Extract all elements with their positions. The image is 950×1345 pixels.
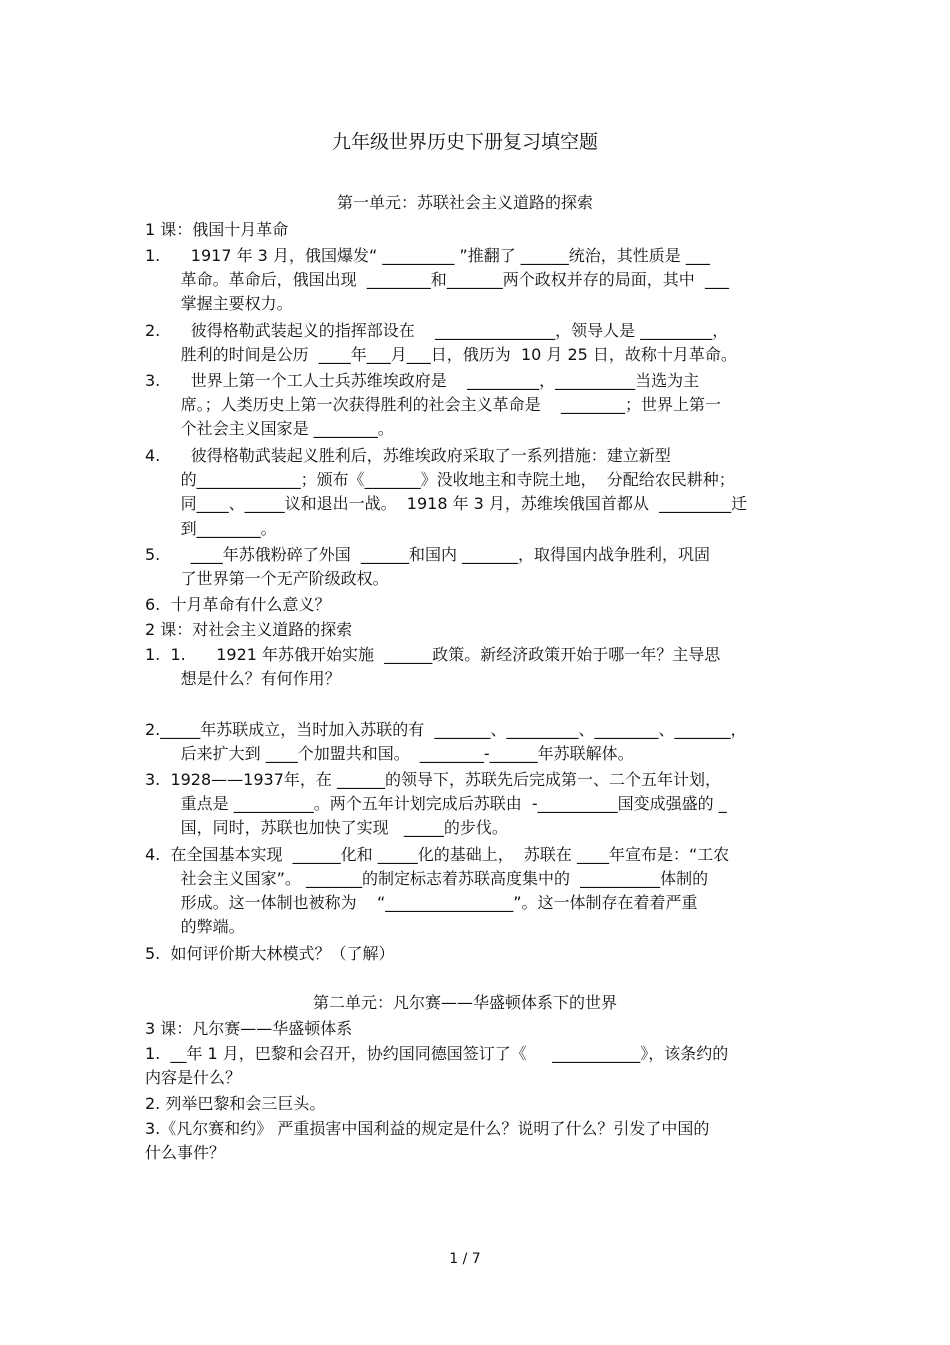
- text-line: 了世界第一个无产阶级政权。: [145, 569, 389, 588]
- text-line: 胜利的时间是公历 ____年___月___日，俄历为 10 月 25 日，故称十月革命。: [145, 345, 737, 364]
- text-line: 革命。革命后，俄国出现 ________和_______两个政权并存的局面，其中 ___: [145, 270, 729, 289]
- text-line: 席。；人类历史上第一次获得胜利的社会主义革命是 ________；世界上第一: [145, 395, 721, 414]
- text-line: 4. 在全国基本实现 ______化和 _____化的基础上， 苏联在 ____年宣布是：“工农: [145, 845, 730, 864]
- text-line: 想是什么？有何作用？: [145, 669, 341, 688]
- text-line: 2._____年苏联成立，当时加入苏联的有 _______、_________、________、_______，: [145, 720, 747, 739]
- text-line: 社会主义国家”。 _______的制定标志着苏联高度集中的 __________体制的: [145, 869, 709, 888]
- text-line: 的弊端。: [145, 917, 245, 936]
- text-line: 1. 1917 年 3 月，俄国爆发“ _________ ”推翻了 ______统治，其性质是 ___: [145, 246, 710, 265]
- text-line: 1. __年 1 月，巴黎和会召开，协约国同德国签订了《 ___________》，该条约的: [145, 1044, 729, 1063]
- text-line: 国，同时，苏联也加快了实现 _____的步伐。: [145, 818, 508, 837]
- text-line: 3. 1928——1937年，在 ______的领导下，苏联先后完成第一、二个五年计划，: [145, 770, 721, 789]
- text-line: 3.《凡尔赛和约》 严重损害中国利益的规定是什么？说明了什么？引发了中国的: [145, 1119, 710, 1138]
- text-line: 的_____________；颁布《_______》没收地主和寺院土地， 分配给农民耕种；: [145, 470, 735, 489]
- text-line: 5. ____年苏俄粉碎了外国 ______和国内 _______，取得国内战争胜利，巩固: [145, 545, 711, 564]
- text-line: 4. 彼得格勒武装起义胜利后，苏维埃政府采取了一系列措施：建立新型: [145, 446, 671, 465]
- text-line: 1. 1. 1921 年苏俄开始实施 ______政策。新经济政策开始于哪一年？主导思: [145, 645, 721, 664]
- question-line: 6. 十月革命有什么意义？: [145, 595, 331, 614]
- lesson-heading: 3 课：凡尔赛——华盛顿体系: [145, 1019, 353, 1038]
- text-line: 2. 彼得格勒武装起义的指挥部设在 _______________，领导人是 _________，: [145, 321, 729, 340]
- text-line: 重点是 __________。两个五年计划完成后苏联由 -__________国变成强盛的 _: [145, 794, 727, 813]
- text-line: 内容是什么？: [145, 1068, 242, 1087]
- text-line: 后来扩大到 ____个加盟共和国。 ________-______年苏联解体。: [145, 744, 634, 763]
- unit-heading: 第二单元：凡尔赛——华盛顿体系下的世界: [312, 993, 617, 1012]
- text-line: 3. 世界上第一个工人士兵苏维埃政府是 _________，__________当选为主: [145, 371, 700, 390]
- lesson-heading: 2 课：对社会主义道路的探索: [145, 620, 353, 639]
- document-title: 九年级世界历史下册复习填空题: [331, 131, 598, 153]
- question-line: 5. 如何评价斯大林模式？（了解）: [145, 944, 395, 963]
- text-line: 到________。: [145, 519, 277, 538]
- text-line: 掌握主要权力。: [145, 294, 293, 313]
- text-line: 个社会主义国家是 ________。: [145, 419, 394, 438]
- question-line: 2. 列举巴黎和会三巨头。: [145, 1094, 326, 1113]
- page-indicator: 1 / 7: [449, 1251, 481, 1267]
- text-line: 什么事件？: [145, 1143, 226, 1162]
- lesson-heading: 1 课：俄国十月革命: [145, 220, 289, 239]
- text-line: 形成。这一体制也被称为 “________________”。这一体制存在着着严重: [145, 893, 698, 912]
- unit-heading: 第一单元：苏联社会主义道路的探索: [336, 193, 593, 212]
- text-line: 同____、_____议和退出一战。 1918 年 3 月，苏维埃俄国首都从 _________迁: [145, 494, 748, 513]
